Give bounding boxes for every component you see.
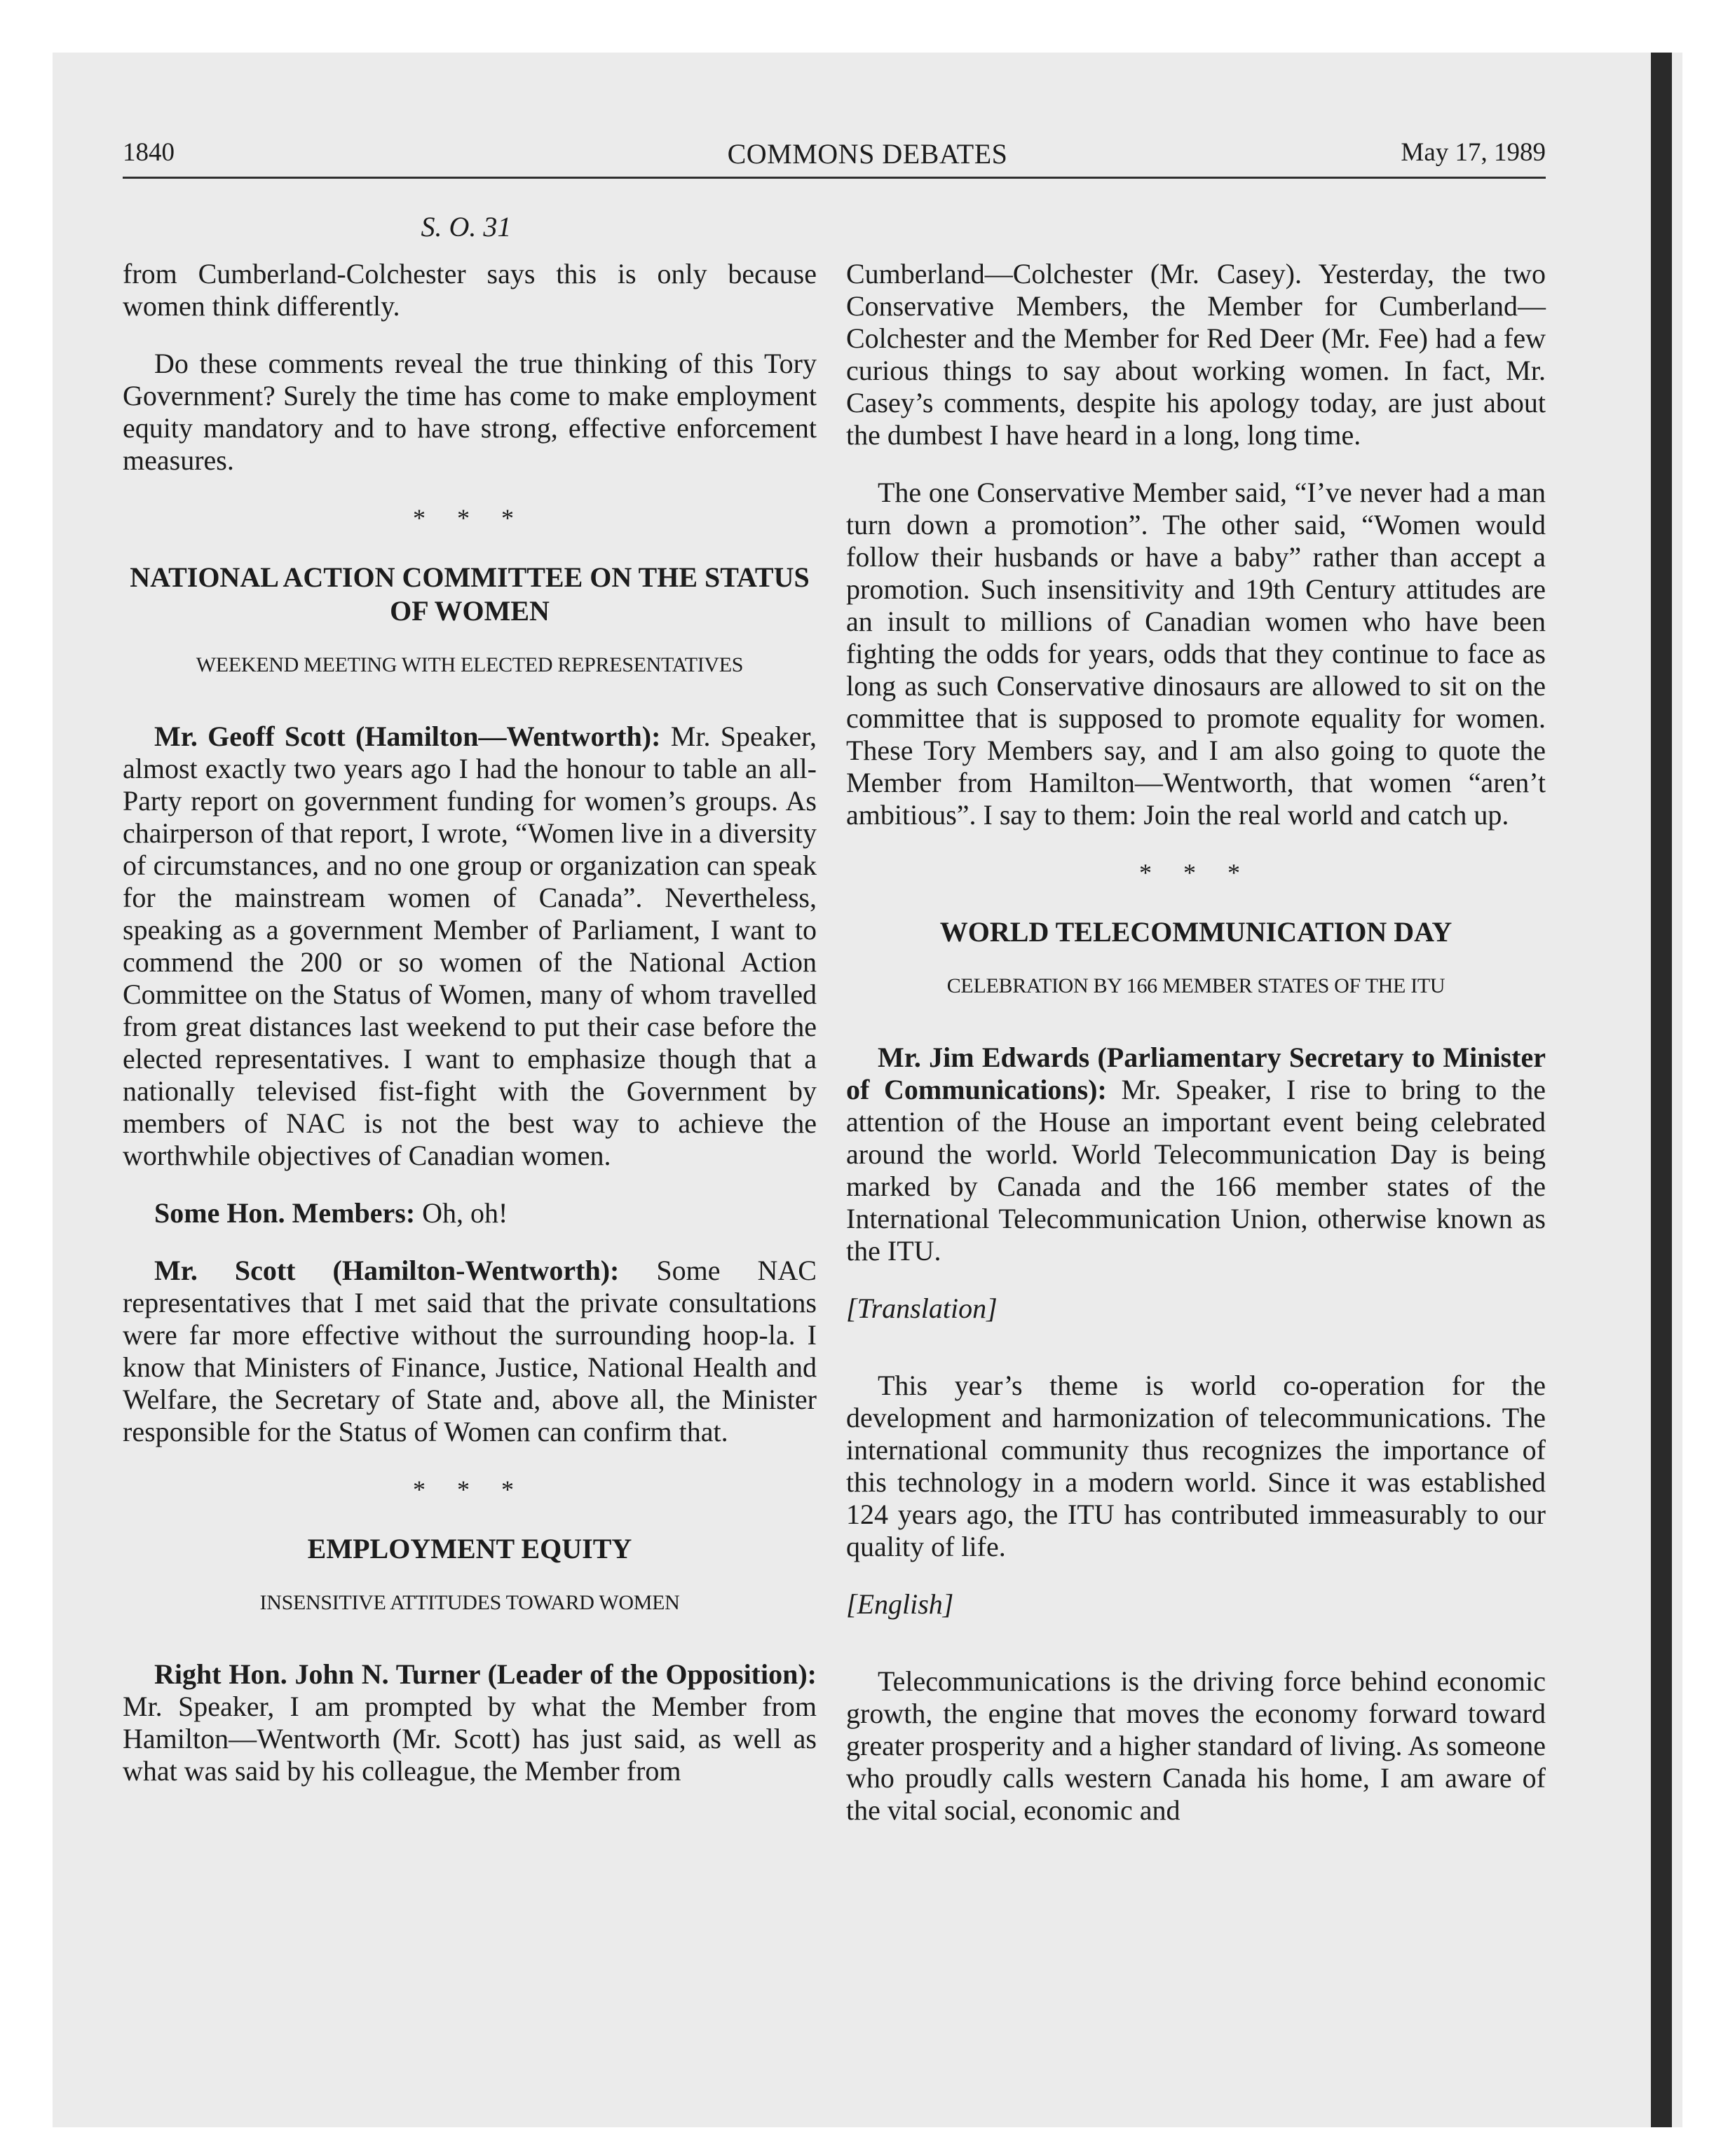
speech-paragraph (123, 1197, 817, 1229)
section-separator: * * * (1139, 859, 1253, 887)
speaker-name: Mr. Jim Edwards (Parliamentary Secretary to Minister of Communications): (846, 1042, 1546, 1105)
section-subheading: CELEBRATION BY 166 MEMBER STATES OF THE ITU (946, 974, 1445, 997)
speaker-name: Right Hon. John N. Turner (Leader of the Opposition): (154, 1658, 817, 1690)
paragraph: The one Conservative Member said, “I’ve never had a man turn down a promotion”. The other said, “Women would follow their husbands or have a baby” rather than accept a promotion. Such insensitivity and 19th Century attitudes are an insult to millions of Canadian women who have been fighting the odds for years, odds that they continue to face as long as such Conservative dinosaurs are allowed to sit on the committee that is supposed to promote equality for women. These Tory Members say, and I am also going to quote the Member from Hamilton—Wentworth, that women “aren’t ambitious”. I say to them: Join the real world and catch up. (846, 477, 1546, 831)
language-marker: [Translation] (846, 1292, 998, 1324)
section-separator: * * * (413, 1475, 526, 1503)
speaker-name: Mr. Scott (Hamilton-Wentworth): (154, 1255, 620, 1286)
speech-paragraph (846, 1042, 1546, 1267)
speech-text: Some NAC representatives that I met said that the private consultations were far more effective without the surrounding hoop-la. I know that Ministers of Finance, Justice, National Health and Welfare, the Secretary of State and, above all, the Minister responsible for the Status of Women can confirm that. (123, 1255, 817, 1447)
paragraph: Telecommunications is the driving force behind economic growth, the engine that moves the economy forward toward greater prosperity and a higher standard of living. As someone who proudly calls western Canada his home, I am aware of the vital social, economic and (846, 1665, 1546, 1826)
speaker-name: Some Hon. Members: (154, 1197, 416, 1229)
speech-text: Mr. Speaker, I rise to bring to the attention of the House an important event being celebrated around the world. World Telecommunication Day is being marked by Canada and the 166 member states of the International Telecommunication Union, otherwise known as the ITU. (846, 1074, 1546, 1267)
paragraph: from Cumberland-Colchester says this is only because women think differently. (123, 258, 817, 322)
section-label: S. O. 31 (421, 211, 512, 243)
left-column (123, 258, 817, 1813)
paragraph: This year’s theme is world co-operation for the development and harmonization of telecommunications. The international community thus recognizes the importance of this technology in a modern world. Since it was established 124 years ago, the ITU has contributed immeasurably to our quality of life. (846, 1370, 1546, 1562)
scan-edge-shadow (1651, 53, 1672, 2127)
section-subheading: INSENSITIVE ATTITUDES TOWARD WOMEN (259, 1591, 680, 1614)
running-title: COMMONS DEBATES (727, 138, 1008, 170)
paragraph: Do these comments reveal the true thinking of this Tory Government? Surely the time has come to make employment equity mandatory and to have strong, effective enforcement measures. (123, 348, 817, 476)
section-heading: EMPLOYMENT EQUITY (307, 1533, 632, 1564)
section-heading: WORLD TELECOMMUNICATION DAY (939, 916, 1452, 948)
paragraph: Cumberland—Colchester (Mr. Casey). Yesterday, the two Conservative Members, the Member for Cumberland—Colchester and the Member for Red Deer (Mr. Fee) had a few curious things to say about working women. In fact, Mr. Casey’s comments, despite his apology today, are just about the dumbest I have heard in a long, long time. (846, 258, 1546, 451)
section-heading: NATIONAL ACTION COMMITTEE ON THE STATUS OF WOMEN (130, 561, 810, 627)
speech-text: Mr. Speaker, I am prompted by what the Member from Hamilton—Wentworth (Mr. Scott) has just said, as well as what was said by his colleague, the Member from (123, 1691, 817, 1787)
speech-paragraph (123, 721, 817, 1172)
speech-text: Mr. Speaker, almost exactly two years ago I had the honour to table an all-Party report on government funding for women’s groups. As chairperson of that report, I wrote, “Women live in a diversity of circumstances, and no one group or organization can speak for the mainstream women of Canada”. Nevertheless, speaking as a government Member of Parliament, I want to commend the 200 or so women of the National Action Committee on the Status of Women, many of whom travelled from great distances last weekend to put their case before the elected representatives. I want to emphasize though that a nationally televised fist-fight with the Government by members of NAC is not the best way to achieve the worthwhile objectives of Canadian women. (123, 721, 817, 1171)
header-rule (123, 177, 1546, 179)
speech-text: Oh, oh! (422, 1197, 508, 1229)
speech-paragraph (123, 1658, 817, 1787)
right-column (846, 258, 1546, 1852)
section-subheading: WEEKEND MEETING WITH ELECTED REPRESENTATIVES (196, 653, 744, 676)
speaker-name: Mr. Geoff Scott (Hamilton—Wentworth): (154, 721, 661, 752)
language-marker: [English] (846, 1588, 954, 1620)
page-date: May 17, 1989 (1401, 138, 1546, 167)
section-separator: * * * (413, 504, 526, 532)
speech-paragraph (123, 1255, 817, 1448)
page-number: 1840 (123, 138, 175, 167)
